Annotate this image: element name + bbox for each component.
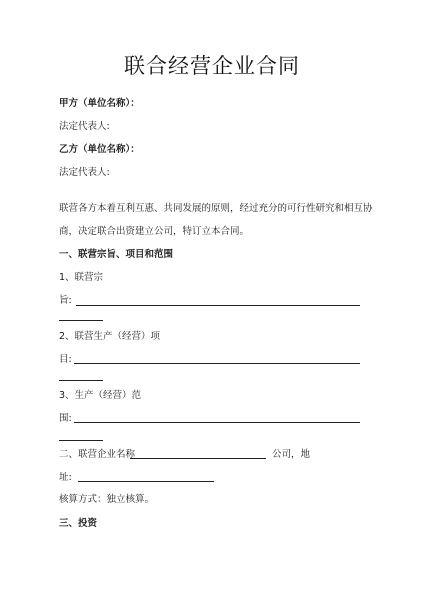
party-b-label: 乙方（单位名称）： [59, 144, 140, 155]
section-2-company-suffix: 公司，地 [272, 449, 311, 460]
item-3-continuation: 围: [59, 413, 72, 424]
section-1-heading: 一、联营宗旨、项目和范围 [59, 249, 174, 260]
section-2-prefix: 二、联营企业名称 [59, 449, 136, 460]
item-2-continuation: 目: [59, 354, 72, 365]
section-3-heading: 三、投资 [59, 518, 98, 529]
item-1-fill-line-end [59, 320, 103, 321]
item-2-fill-line-end [59, 380, 103, 381]
item-1-label: 1、联营宗 [59, 272, 104, 283]
party-a-label: 甲方（单位名称）： [59, 98, 140, 109]
item-2-label: 2、联营生产（经营）项 [59, 331, 161, 342]
document-title: 联合经营企业合同 [124, 54, 300, 78]
address-label: 址: [59, 472, 72, 483]
item-2-fill-line [74, 363, 360, 364]
item-3-label: 3、生产（经营）范 [59, 390, 142, 401]
accounting-method: 核算方式：独立核算。 [59, 494, 155, 505]
item-1-fill-line [76, 305, 360, 306]
address-fill-line [78, 481, 214, 482]
preamble-line-1: 联营各方本着互利互惠、共同发展的原则，经过充分的可行性研究和相互协 [59, 203, 373, 214]
item-1-continuation: 旨: [59, 295, 72, 306]
preamble-line-2: 商，决定联合出资建立公司，特订立本合同。 [59, 226, 250, 237]
item-3-fill-line [74, 422, 360, 423]
party-b-representative: 法定代表人: [59, 167, 110, 178]
item-3-fill-line-end [59, 440, 103, 441]
company-name-fill-line [130, 458, 266, 459]
party-a-representative: 法定代表人: [59, 121, 110, 132]
